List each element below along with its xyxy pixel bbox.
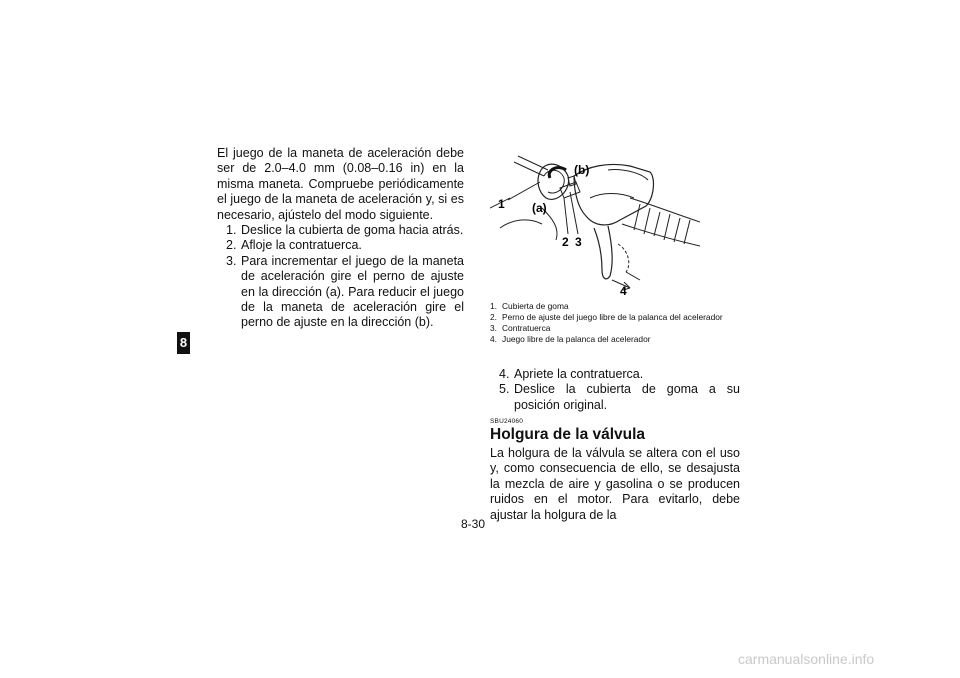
step-number: 2. (226, 238, 237, 253)
caption-item (490, 334, 730, 345)
figure-label-4: 4 (620, 284, 627, 298)
page-number: 8-30 (461, 517, 486, 531)
step-number: 4. (499, 367, 510, 381)
throttle-lever-figure (490, 148, 700, 298)
section-paragraph: La holgura de la válvula se altera con el uso y, como consecuencia de ello, se desajusta la mezcla de aire y gasolina o se producen ruidos en el motor. Para evitarlo, debe ajustar la holgura de la (490, 446, 740, 522)
figure-label-3: 3 (575, 235, 582, 249)
section-heading: Holgura de la válvula (490, 426, 646, 443)
caption-number: 1. (490, 301, 497, 311)
figure-label-b: (b) (574, 163, 590, 177)
step-item (490, 367, 740, 382)
step-number: 3. (226, 253, 237, 268)
step-item (217, 254, 464, 331)
figure-label-2: 2 (562, 235, 569, 249)
step-item (217, 238, 464, 253)
caption-number: 2. (490, 312, 497, 322)
step-text: Apriete la contratuerca. (514, 367, 644, 381)
caption-text: Contratuerca (502, 323, 551, 333)
caption-text: Cubierta de goma (502, 301, 569, 311)
section-code: SBU24060 (490, 418, 524, 425)
chapter-tab: 8 (177, 332, 190, 354)
caption-item (490, 323, 730, 334)
step-text: Deslice la cubierta de goma hacia atrás. (241, 223, 464, 238)
intro-paragraph: El juego de la maneta de aceleración debe ser de 2.0–4.0 mm (0.08–0.16 in) en la misma maneta. Compruebe periódicamente el juego de la maneta de aceleración y, si es necesario, ajústelo del modo siguiente. (217, 146, 464, 222)
step-text: Para incrementar el juego de la maneta de aceleración gire el perno de ajuste en la dirección (a). Para reducir el juego de la maneta de aceleración gire el perno de ajuste en la dirección (b). (241, 253, 464, 330)
caption-number: 3. (490, 323, 497, 333)
step-text: Afloje la contratuerca. (241, 238, 362, 253)
caption-number: 4. (490, 334, 497, 344)
caption-text: Perno de ajuste del juego libre de la palanca del acelerador (502, 312, 723, 322)
step-item (490, 382, 740, 413)
figure-captions (490, 301, 730, 345)
left-column (217, 146, 464, 331)
right-steps (490, 367, 740, 413)
step-number: 5. (499, 382, 510, 397)
watermark: carmanualsonline.info (738, 651, 875, 667)
step-text: Deslice la cubierta de goma a su posición original. (514, 382, 740, 412)
figure-label-1: 1 (498, 197, 505, 211)
caption-item (490, 301, 730, 312)
caption-text: Juego libre de la palanca del acelerador (502, 334, 651, 344)
figure-label-a: (a) (532, 201, 547, 215)
caption-item (490, 312, 730, 323)
step-number: 1. (226, 223, 237, 238)
step-item (217, 223, 464, 238)
